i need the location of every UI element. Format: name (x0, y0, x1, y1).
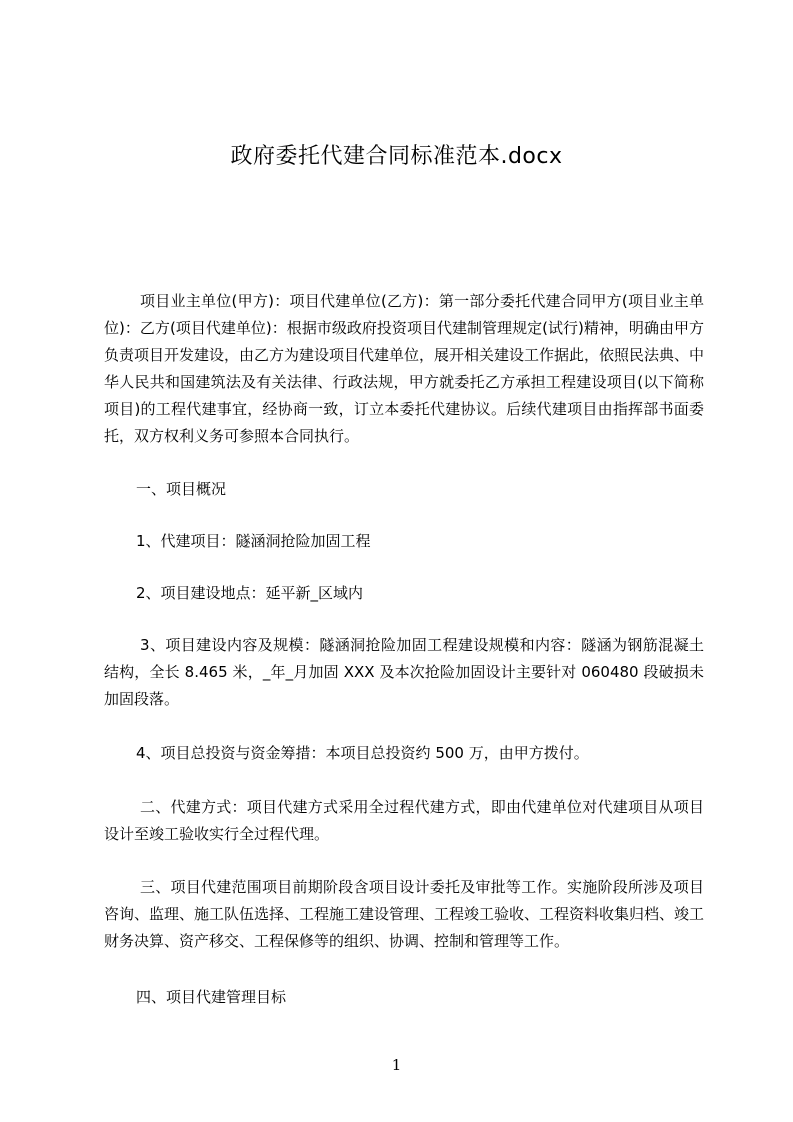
paragraph-item-4: 4、项目总投资与资金筹措：本项目总投资约 500 万，由甲方拨付。 (136, 744, 589, 762)
page-number: 1 (391, 1056, 402, 1074)
paragraph-item-1: 1、代建项目：隧涵洞抢险加固工程 (136, 532, 371, 550)
paragraph-item-2: 2、项目建设地点：延平新_区域内 (136, 584, 364, 602)
section-paragraph-construction-scope: 三、项目代建范围项目前期阶段含项目设计委托及审批等工作。实施阶段所涉及项目咨询、监理、施工队伍选择、工程施工建设管理、工程竣工验收、工程资料收集归档、竣工财务决算、资产移交、工程保修等的组织、协调、控制和管理等工作。 (104, 878, 705, 950)
paragraph-item-3: 3、项目建设内容及规模：隧涵洞抢险加固工程建设规模和内容：隧涵为钢筋混凝土结构，全长 8.465 米，_年_月加固 XXX 及本次抢险加固设计主要针对 060480 段破损未加固段落。 (104, 636, 704, 708)
section-heading-management-goals: 四、项目代建管理目标 (136, 988, 287, 1006)
intro-paragraph: 项目业主单位(甲方)：项目代建单位(乙方)：第一部分委托代建合同甲方(项目业主单位)：乙方(项目代建单位)：根据市级政府投资项目代建制管理规定(试行)精神，明确由甲方负责项目开发建设，由乙方为建设项目代建单位，展开相关建设工作据此，依照民法典、中华人民共和国建筑法及有关法律、行政法规，甲方就委托乙方承担工程建设项目(以下简称项目)的工程代建事宜，经协商一致，订立本委托代建协议。后续代建项目由指挥部书面委托，双方权利义务可参照本合同执行。 (104, 292, 705, 445)
document-title: 政府委托代建合同标准范本.docx (230, 144, 563, 169)
section-heading-project-overview: 一、项目概况 (136, 480, 227, 498)
section-paragraph-construction-method: 二、代建方式：项目代建方式采用全过程代建方式，即由代建单位对代建项目从项目设计至竣工验收实行全过程代理。 (104, 798, 704, 843)
